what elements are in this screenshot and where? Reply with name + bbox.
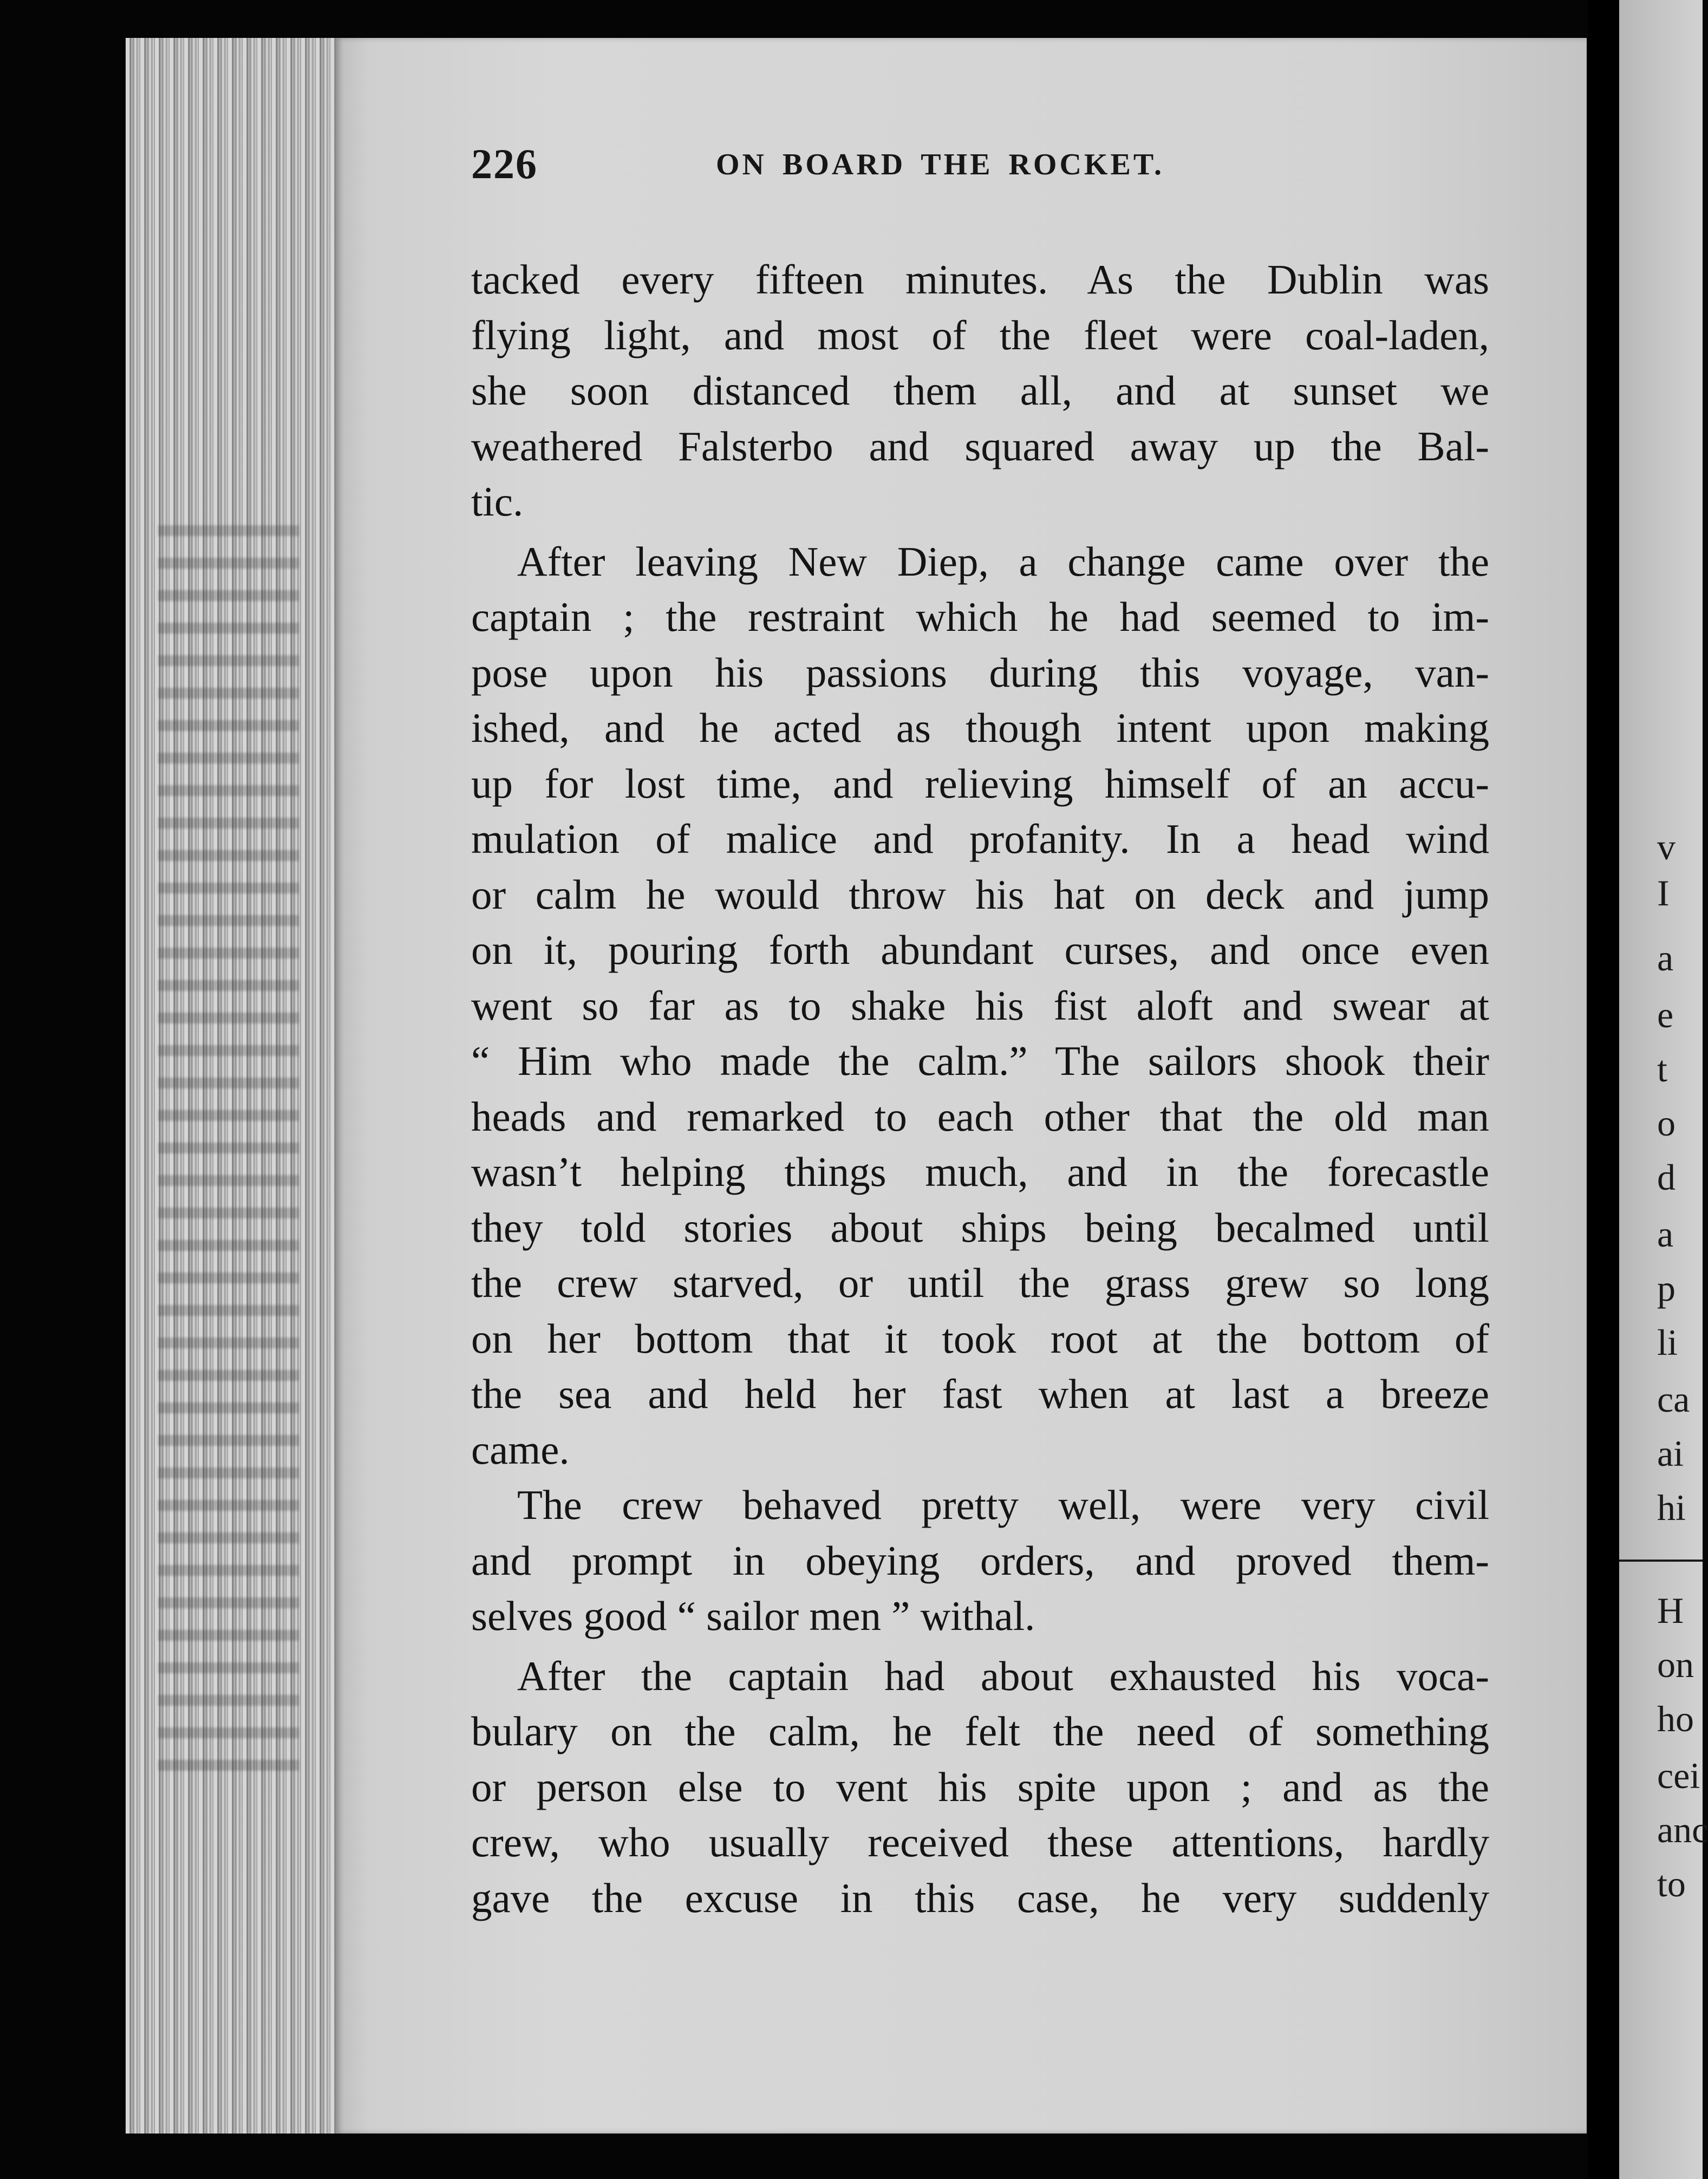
page-number: 226	[471, 140, 538, 187]
text-line: up for lost time, and relieving himself of an accu-	[471, 760, 1489, 807]
paragraph-first-line: After the captain had about exhausted his voca-	[517, 1652, 1489, 1699]
text-line: mulation of malice and profanity. In a head wind	[471, 816, 1489, 862]
text-line: on her bottom that it took root at the bottom of	[471, 1315, 1489, 1362]
adjacent-page-fragment: a	[1657, 937, 1674, 978]
adjacent-page-fragment: cei	[1657, 1755, 1700, 1796]
adjacent-page-fragment: e	[1657, 994, 1674, 1035]
adjacent-page-fragment: ai	[1657, 1433, 1684, 1474]
adjacent-page-edge	[1619, 0, 1708, 2179]
body-text	[471, 252, 1489, 1926]
adjacent-page-fragment: H	[1657, 1590, 1684, 1631]
text-line: the crew starved, or until the grass grew so long	[471, 1260, 1489, 1306]
adjacent-page-rule	[1619, 1560, 1703, 1562]
adjacent-page-fragment: anc	[1657, 1809, 1708, 1850]
running-title: ON BOARD THE ROCKET.	[716, 148, 1165, 181]
adjacent-page-fragment: ca	[1657, 1379, 1690, 1420]
text-line: on it, pouring forth abundant curses, and once even	[471, 927, 1489, 973]
text-line: “ Him who made the calm.” The sailors shook their	[471, 1038, 1489, 1084]
adjacent-page-fragment: ho	[1657, 1698, 1694, 1739]
text-line: selves good “ sailor men ” withal.	[471, 1593, 1035, 1639]
adjacent-page-fragment: on	[1657, 1644, 1694, 1685]
text-line: crew, who usually received these attentions, hardly	[471, 1819, 1489, 1865]
adjacent-page-fragment: o	[1657, 1102, 1676, 1144]
adjacent-page-fragment: v	[1657, 826, 1676, 867]
text-line: bulary on the calm, he felt the need of something	[471, 1708, 1489, 1754]
text-line: wasn’t helping things much, and in the forecastle	[471, 1149, 1489, 1195]
text-line: or calm he would throw his hat on deck and jump	[471, 871, 1489, 918]
text-line: tic.	[471, 478, 524, 525]
text-line: went so far as to shake his fist aloft and swear at	[471, 982, 1489, 1029]
text-line: they told stories about ships being becalmed until	[471, 1204, 1489, 1251]
adjacent-page-fragment: I	[1657, 872, 1670, 914]
adjacent-page-fragment: t	[1657, 1048, 1667, 1090]
text-line: flying light, and most of the fleet were coal-laden,	[471, 311, 1489, 358]
running-head	[471, 140, 1240, 188]
adjacent-page-fragment: li	[1657, 1322, 1678, 1363]
book-page-edges	[126, 38, 344, 2134]
paragraph-first-line: After leaving New Diep, a change came over the	[517, 538, 1489, 585]
text-line: tacked every fifteen minutes. As the Dublin was	[471, 256, 1489, 303]
gutter-bar	[1588, 0, 1619, 2179]
text-line: and prompt in obeying orders, and proved them-	[471, 1537, 1489, 1584]
text-line: ished, and he acted as though intent upon making	[471, 704, 1489, 751]
adjacent-page-fragment: a	[1657, 1214, 1674, 1255]
text-line: or person else to vent his spite upon ; and as the	[471, 1763, 1489, 1810]
text-line: gave the excuse in this case, he very suddenly	[471, 1874, 1489, 1921]
text-line: captain ; the restraint which he had seemed to im-	[471, 593, 1489, 640]
text-line: heads and remarked to each other that the old man	[471, 1093, 1489, 1140]
text-line: came.	[471, 1426, 570, 1473]
adjacent-page-fragment: p	[1657, 1268, 1676, 1309]
text-line: weathered Falsterbo and squared away up the Bal-	[471, 422, 1489, 469]
adjacent-page-fragment: to	[1657, 1863, 1686, 1904]
adjacent-page-fragment: d	[1657, 1157, 1676, 1198]
text-line: pose upon his passions during this voyage, van-	[471, 649, 1489, 696]
adjacent-page-fragment: hi	[1657, 1487, 1686, 1528]
text-line: she soon distanced them all, and at sunset we	[471, 367, 1489, 414]
paragraph-first-line: The crew behaved pretty well, were very civil	[517, 1482, 1489, 1528]
text-line: the sea and held her fast when at last a breeze	[471, 1371, 1489, 1417]
